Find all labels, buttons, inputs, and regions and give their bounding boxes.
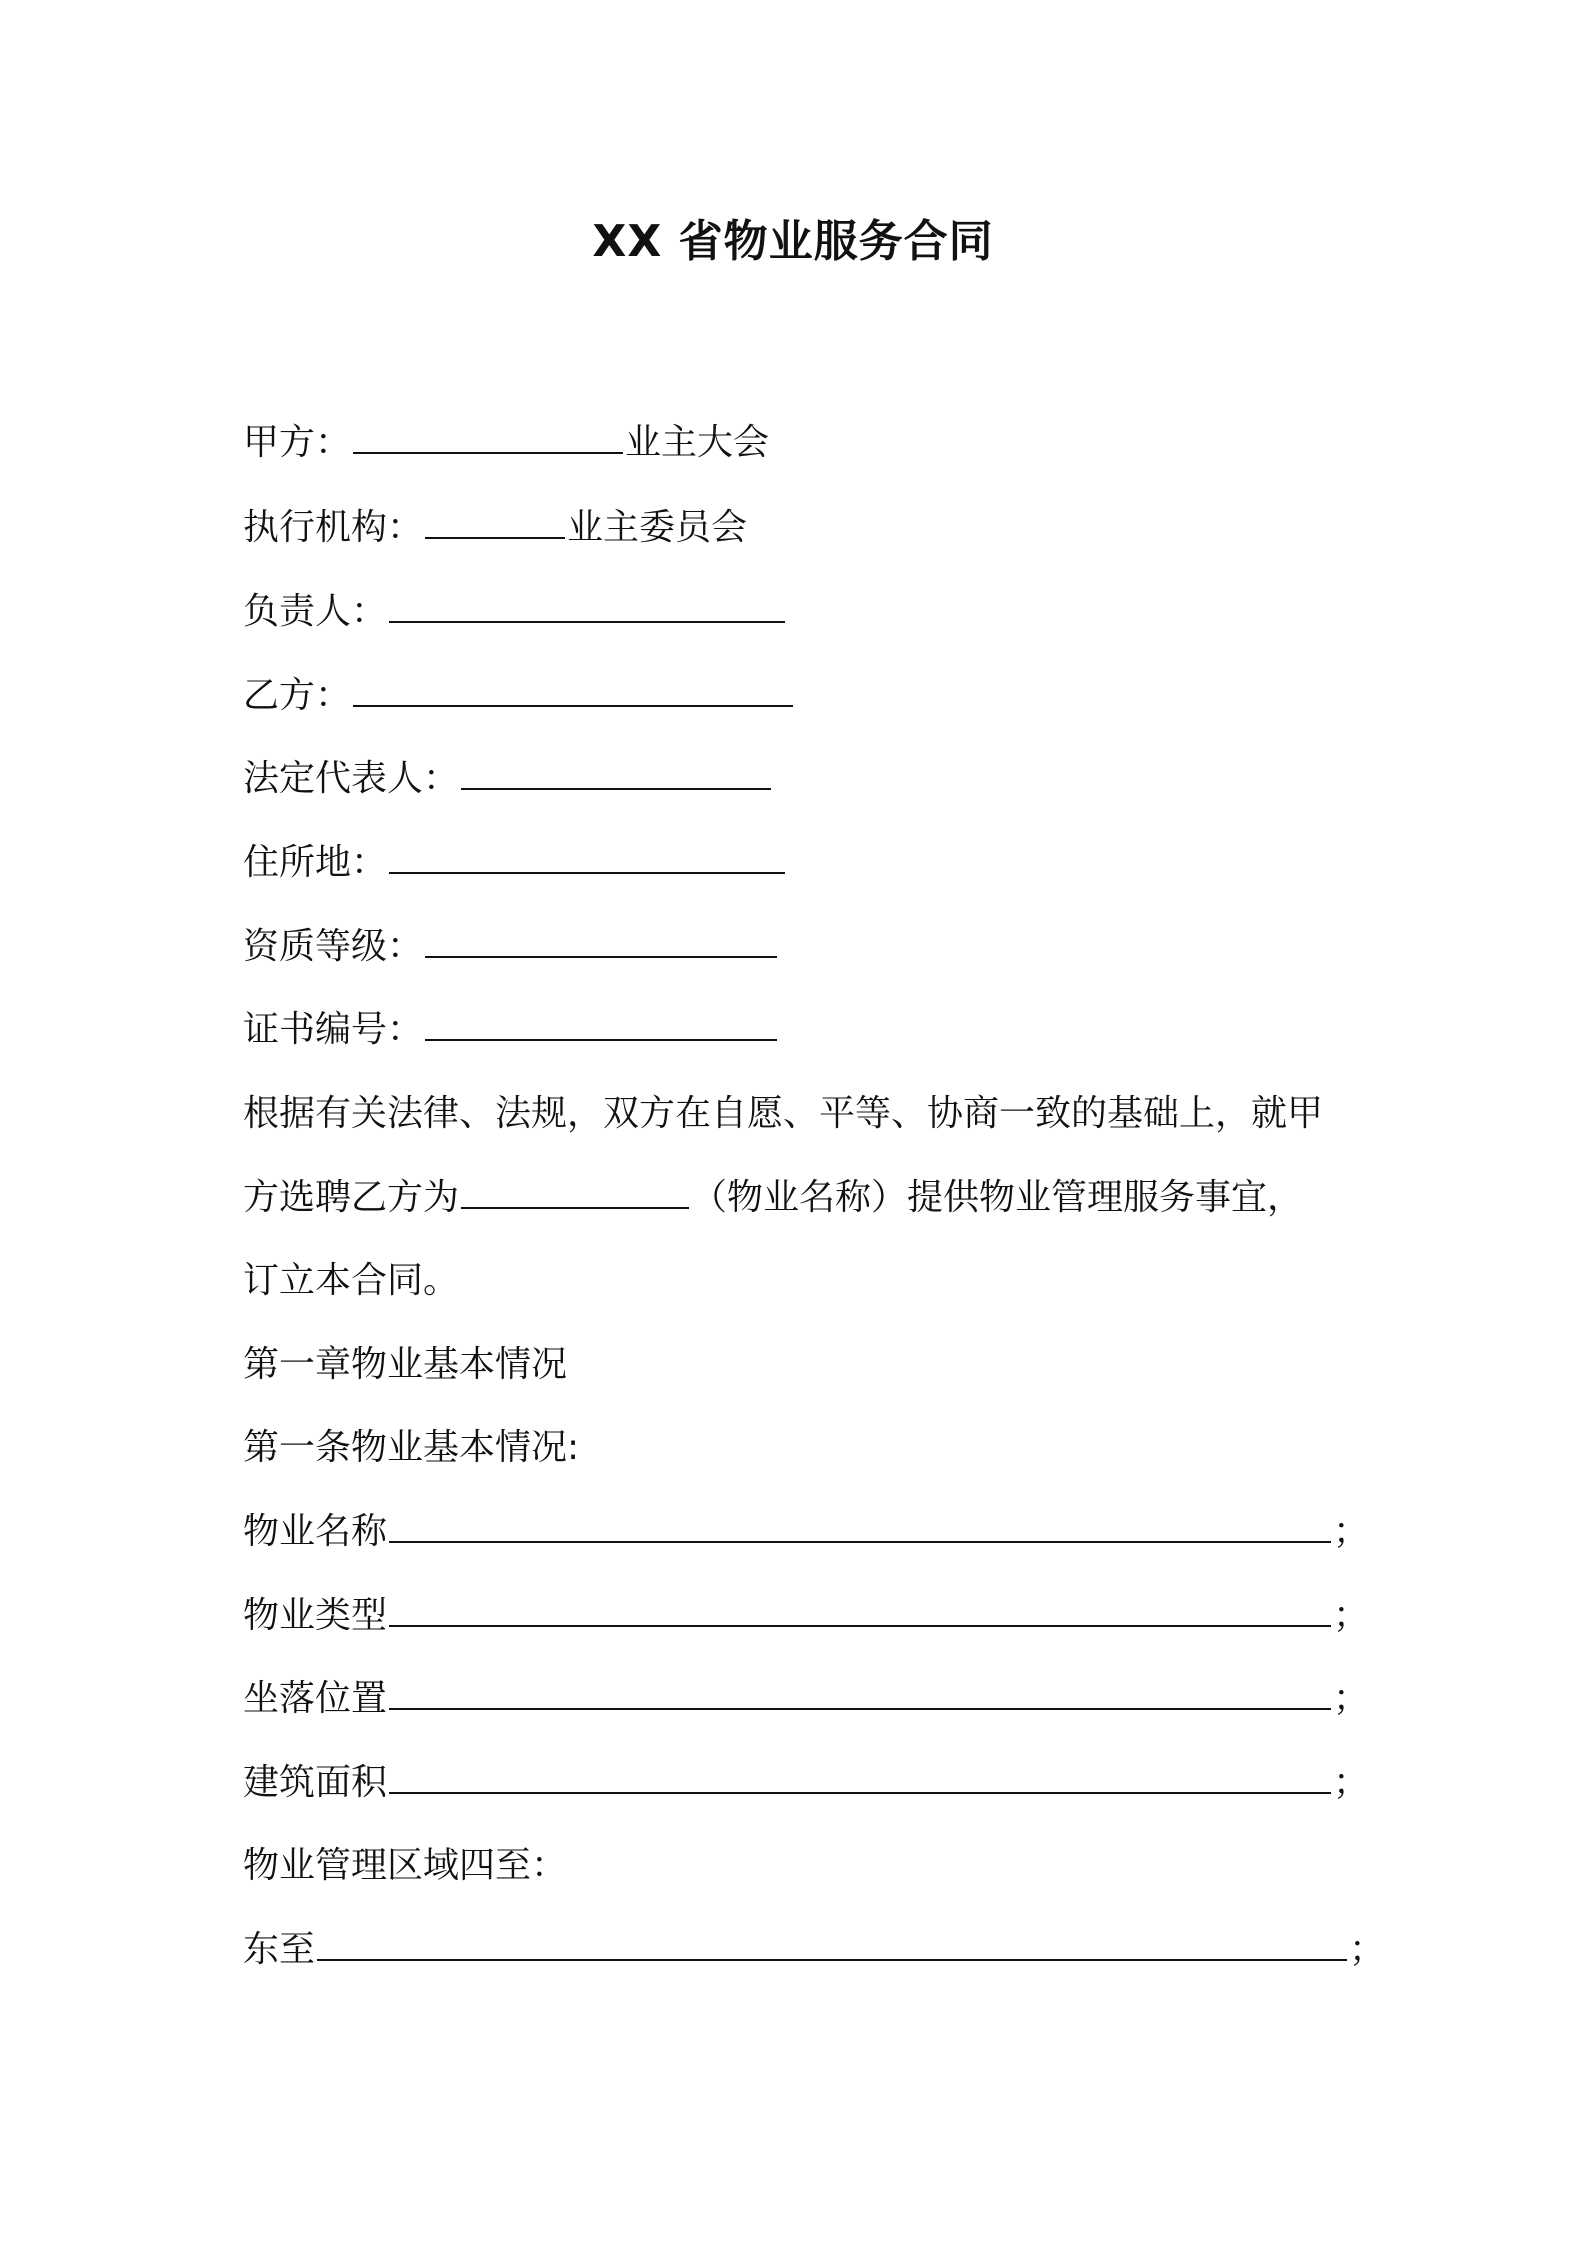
location-label: 坐落位置 xyxy=(243,1678,388,1719)
party-a-suffix: 业主大会 xyxy=(625,422,770,463)
certificate-blank xyxy=(425,1009,777,1041)
qualification-blank xyxy=(425,926,777,958)
address-line xyxy=(243,835,787,891)
qualification-line xyxy=(243,919,779,975)
responsible-line xyxy=(243,584,787,640)
party-a-label: 甲方： xyxy=(243,422,352,463)
exec-body-label: 执行机构： xyxy=(243,507,424,548)
property-type-line xyxy=(243,1588,1369,1644)
chapter-1-heading: 第一章物业基本情况 xyxy=(243,1344,568,1385)
location-end: ； xyxy=(1333,1678,1370,1719)
address-blank xyxy=(389,842,785,874)
east-boundary-end: ； xyxy=(1349,1929,1386,1970)
certificate-label: 证书编号： xyxy=(243,1009,424,1050)
exec-body-suffix: 业主委员会 xyxy=(567,507,748,548)
address-label: 住所地： xyxy=(243,842,388,883)
property-name-label: 物业名称 xyxy=(243,1511,388,1552)
east-boundary-blank xyxy=(317,1929,1347,1961)
location-line xyxy=(243,1671,1369,1727)
certificate-line xyxy=(243,1002,779,1058)
property-name-line xyxy=(243,1504,1369,1560)
party-a-line xyxy=(243,415,769,471)
qualification-label: 资质等级： xyxy=(243,926,424,967)
floor-area-label: 建筑面积 xyxy=(243,1762,388,1803)
party-a-blank xyxy=(353,422,623,454)
party-b-label: 乙方： xyxy=(243,675,352,716)
exec-body-line xyxy=(243,500,747,556)
responsible-label: 负责人： xyxy=(243,591,388,632)
preamble-line-2-suffix: （物业名称）提供物业管理服务事宜， xyxy=(691,1177,1304,1218)
property-name-end: ； xyxy=(1333,1511,1370,1552)
boundary-heading: 物业管理区域四至： xyxy=(243,1845,568,1886)
property-name-field-blank xyxy=(389,1511,1331,1543)
exec-body-blank xyxy=(425,507,565,539)
legal-rep-blank xyxy=(461,758,771,790)
party-b-blank xyxy=(353,675,793,707)
property-type-blank xyxy=(389,1595,1331,1627)
document-title: XX 省物业服务合同 xyxy=(592,216,994,267)
legal-rep-label: 法定代表人： xyxy=(243,758,460,799)
preamble-line-2 xyxy=(243,1170,1303,1226)
responsible-blank xyxy=(389,591,785,623)
floor-area-blank xyxy=(389,1762,1331,1794)
legal-rep-line xyxy=(243,751,773,807)
location-blank xyxy=(389,1678,1331,1710)
floor-area-end: ； xyxy=(1333,1762,1370,1803)
floor-area-line xyxy=(243,1755,1369,1811)
east-boundary-line xyxy=(243,1922,1385,1978)
east-boundary-label: 东至 xyxy=(243,1929,316,1970)
article-1-heading: 第一条物业基本情况: xyxy=(243,1427,580,1468)
property-type-label: 物业类型 xyxy=(243,1595,388,1636)
preamble-line-3: 订立本合同。 xyxy=(243,1260,460,1301)
property-type-end: ； xyxy=(1333,1595,1370,1636)
property-name-blank xyxy=(461,1177,689,1209)
preamble-line-1: 根据有关法律、法规，双方在自愿、平等、协商一致的基础上，就甲 xyxy=(243,1093,1324,1134)
preamble-line-2-prefix: 方选聘乙方为 xyxy=(243,1177,460,1218)
party-b-line xyxy=(243,668,795,724)
